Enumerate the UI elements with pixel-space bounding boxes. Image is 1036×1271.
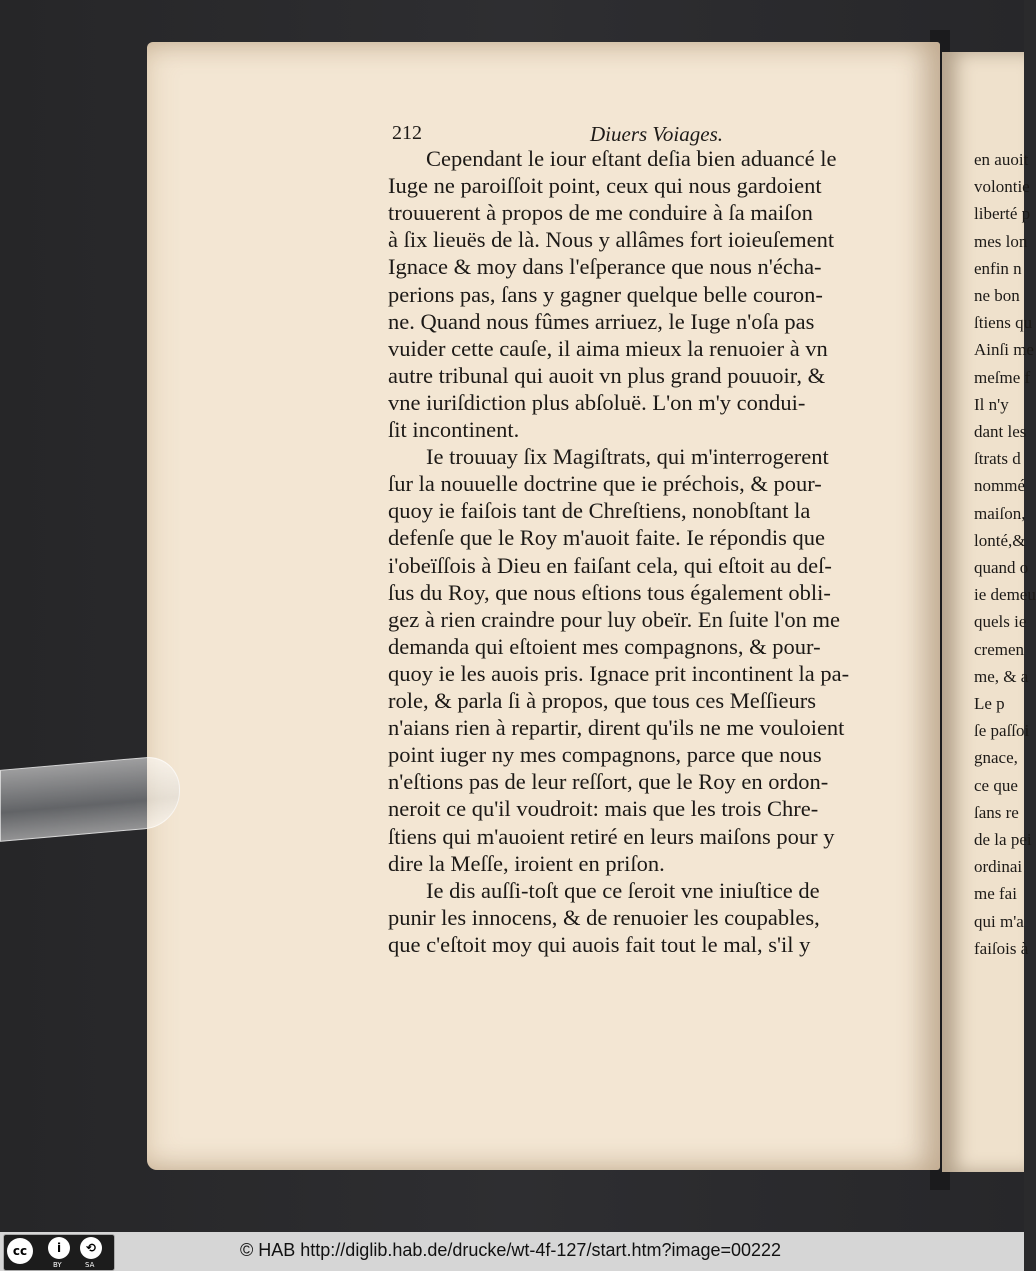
by-label: BY bbox=[53, 1261, 62, 1269]
next-page-fragment: nommé bbox=[974, 476, 1025, 496]
next-page-fragment: de la pei bbox=[974, 830, 1032, 849]
text-line: ſit incontinent. bbox=[388, 417, 520, 442]
text-line: Ie trouuay ſix Magiſtrats, qui m'interrogerent bbox=[426, 444, 829, 470]
sa-icon: ⟲ bbox=[80, 1237, 102, 1259]
next-page-fragment: Il n'y bbox=[974, 394, 1009, 414]
next-page-fragment: ſtrats d bbox=[974, 449, 1021, 469]
text-line: que c'eſtoit moy qui auois fait tout le mal, s'il y bbox=[388, 931, 811, 957]
text-line: n'eſtions pas de leur reſſort, que le Roy en ordon- bbox=[388, 769, 829, 795]
next-page-fragment: ſe paſſoi bbox=[974, 721, 1030, 741]
sa-label: SA bbox=[85, 1261, 95, 1269]
text-line: ſtiens qui m'auoient retiré en leurs maiſons pour y bbox=[388, 823, 835, 849]
next-page-fragment: ie demeu bbox=[974, 585, 1036, 605]
text-line: Ie dis auſſi-toſt que ce ſeroit vne iniuſtice de bbox=[426, 877, 820, 903]
next-page-fragment: me, & a bbox=[974, 666, 1029, 686]
text-line: neroit ce qu'il voudroit: mais que les trois Chre- bbox=[388, 796, 819, 822]
page-number: 212 bbox=[392, 122, 422, 144]
text-line: perions pas, ſans y gagner quelque belle couron- bbox=[388, 281, 823, 307]
text-line: autre tribunal qui auoit vn plus grand pouuoir, & bbox=[388, 362, 826, 388]
next-page-fragment: mes lon bbox=[974, 231, 1028, 251]
next-page-fragment: me fai bbox=[974, 884, 1017, 904]
text-line: vne iuriſdiction plus abſoluë. L'on m'y condui- bbox=[388, 389, 806, 415]
text-line: punir les innocens, & de renuoier les coupables, bbox=[388, 904, 820, 930]
next-page-fragment: maiſon, bbox=[974, 503, 1026, 523]
by-icon: i bbox=[48, 1237, 70, 1259]
text-line: ſus du Roy, que nous eſtions tous également obli- bbox=[388, 579, 831, 605]
text-line: Ignace & moy dans l'eſperance que nous n'écha- bbox=[388, 254, 822, 280]
next-page-fragment: ne bon bbox=[974, 286, 1020, 305]
text-line: gez à rien craindre pour luy obeïr. En ſuite l'on me bbox=[388, 606, 841, 632]
next-page-fragment: Ainſi me bbox=[974, 340, 1034, 360]
cc-icon: cc bbox=[7, 1238, 33, 1264]
next-page-fragment: Le p bbox=[974, 694, 1005, 713]
text-line: Cependant le iour eſtant deſia bien aduancé le bbox=[426, 146, 837, 171]
text-line: dire la Meſſe, iroient en priſon. bbox=[388, 850, 665, 876]
next-page-edge bbox=[942, 52, 1036, 1172]
running-title: Diuers Voiages. bbox=[590, 122, 723, 146]
text-line: ſur la nouuelle doctrine que ie préchois, & pour- bbox=[388, 471, 822, 497]
text-line: quoy ie faiſois tant de Chreſtiens, nonobſtant la bbox=[388, 498, 811, 524]
next-page-fragment: quels ie bbox=[974, 612, 1027, 632]
next-page-fragment: volontie bbox=[974, 177, 1030, 197]
next-page-fragment: ordinai bbox=[974, 857, 1023, 877]
next-page-fragment: gnace, bbox=[974, 748, 1018, 768]
next-page-fragment: lonté,& bbox=[974, 530, 1026, 550]
text-line: i'obeïſſois à Dieu en faiſant cela, qui eſtoit au deſ- bbox=[388, 552, 832, 578]
next-page-fragment: faiſois à bbox=[974, 938, 1029, 958]
next-page-fragment: en auoit bbox=[974, 150, 1029, 169]
next-page-fragment: ce que bbox=[974, 775, 1018, 795]
next-page-fragment: liberté p bbox=[974, 204, 1031, 224]
next-page-fragment: qui m'a bbox=[974, 911, 1024, 931]
next-page-fragment: enfin n bbox=[974, 258, 1022, 278]
next-page-fragment: quand o bbox=[974, 558, 1029, 577]
next-page-fragment: dant les bbox=[974, 422, 1027, 441]
next-page-fragment: cremen bbox=[974, 639, 1025, 659]
text-line: trouuerent à propos de me conduire à ſa maiſon bbox=[388, 200, 813, 226]
copyright-credit[interactable]: © HAB http://diglib.hab.de/drucke/wt-4f-127/start.htm?image=00222 bbox=[240, 1240, 782, 1260]
text-line: quoy ie les auois pris. Ignace prit incontinent la pa- bbox=[388, 660, 850, 686]
cc-license-badge[interactable] bbox=[3, 1234, 115, 1271]
next-page-fragment: meſme f bbox=[974, 367, 1031, 387]
next-page-fragment: ſtiens qu bbox=[974, 313, 1033, 333]
text-line: Iuge ne paroiſſoit point, ceux qui nous gardoient bbox=[388, 173, 822, 199]
text-line: à ſix lieuës de là. Nous y allâmes fort ioieuſement bbox=[388, 227, 835, 253]
text-line: point iuger ny mes compagnons, parce que nous bbox=[388, 742, 822, 768]
text-line: role, & parla ſi à propos, que tous ces Meſſieurs bbox=[388, 688, 817, 713]
text-line: vuider cette cauſe, il aima mieux la renuoier à vn bbox=[388, 335, 828, 361]
text-line: n'aians rien à repartir, dirent qu'ils ne me vouloient bbox=[388, 715, 845, 741]
text-line: demanda qui eſtoient mes compagnons, & pour- bbox=[388, 633, 821, 659]
text-line: defenſe que le Roy m'auoit faite. Ie répondis que bbox=[388, 525, 826, 551]
text-line: ne. Quand nous fûmes arriuez, le Iuge n'oſa pas bbox=[388, 308, 815, 334]
next-page-fragment: ſans re bbox=[974, 802, 1019, 822]
